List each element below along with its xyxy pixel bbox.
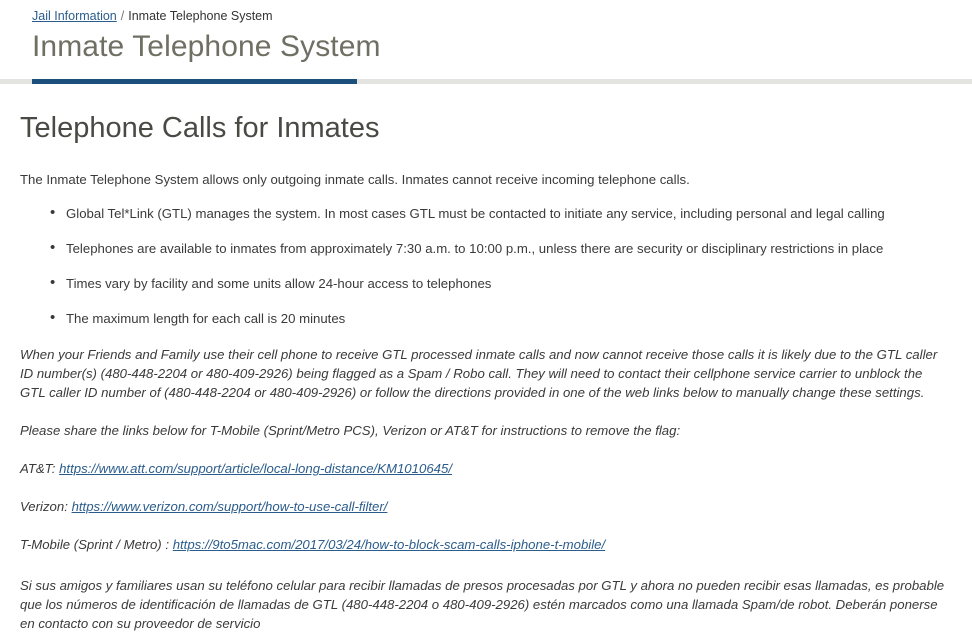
att-support-link[interactable]: https://www.att.com/support/article/local-long-distance/KM1010645/ xyxy=(59,461,452,476)
tmobile-support-link[interactable]: https://9to5mac.com/2017/03/24/how-to-block-scam-calls-iphone-t-mobile/ xyxy=(172,537,606,552)
carrier-link-tmobile xyxy=(20,535,948,554)
list-item: • Global Tel*Link (GTL) manages the system. In most cases GTL must be contacted to initiate any service, including personal and legal calling xyxy=(50,205,948,223)
header-accent-bar xyxy=(32,79,357,84)
intro-paragraph: The Inmate Telephone System allows only outgoing inmate calls. Inmates cannot receive incoming telephone calls. xyxy=(20,172,690,187)
header-divider xyxy=(0,79,972,84)
breadcrumb-separator: / xyxy=(120,9,125,23)
carrier-label-tmobile: T-Mobile (Sprint / Metro) : xyxy=(20,537,170,552)
breadcrumb-link-jail-information[interactable]: Jail Information xyxy=(32,9,117,23)
list-item: • The maximum length for each call is 20 minutes xyxy=(50,310,948,328)
main-content xyxy=(0,111,972,633)
page-title: Inmate Telephone System xyxy=(32,30,381,63)
carrier-link-verizon xyxy=(20,497,948,516)
carrier-label-att: AT&T: xyxy=(20,461,56,476)
list-item: • Times vary by facility and some units allow 24-hour access to telephones xyxy=(50,275,948,293)
spanish-paragraph: Si sus amigos y familiares usan su teléfono celular para recibir llamadas de presos procesadas por GTL y ahora no pueden recibir esas llamadas, es probable que los números de identificación de llamadas de GTL (480-448-2204 o 480-409-2926) estén marcados como una llamada Spam/de robot. Deberán ponerse en contacto con su proveedor de servicio xyxy=(20,578,945,631)
section-title: Telephone Calls for Inmates xyxy=(20,112,380,144)
page-header xyxy=(0,0,972,84)
carrier-label-verizon: Verizon: xyxy=(20,499,68,514)
breadcrumb-current: Inmate Telephone System xyxy=(128,9,273,23)
list-item: • Telephones are available to inmates from approximately 7:30 a.m. to 10:00 p.m., unless there are security or disciplinary restrictions in place xyxy=(50,240,948,258)
breadcrumb xyxy=(0,0,972,23)
verizon-support-link[interactable]: https://www.verizon.com/support/how-to-use-call-filter/ xyxy=(71,499,388,514)
spam-paragraph: When your Friends and Family use their cell phone to receive GTL processed inmate calls and now cannot receive those calls it is likely due to the GTL caller ID number(s) (480-448-2204 or 480-409-2926) being flagged as a Spam / Robo call. They will need to contact their cellphone service carrier to unblock the GTL caller ID number of (480-448-2204 or 480-409-2926) or follow the directions provided in one of the web links below to manually change these settings. xyxy=(20,347,938,400)
rules-list xyxy=(20,205,948,328)
share-links-paragraph: Please share the links below for T-Mobile (Sprint/Metro PCS), Verizon or AT&T for instructions to remove the flag: xyxy=(20,423,681,438)
carrier-link-att xyxy=(20,459,948,478)
